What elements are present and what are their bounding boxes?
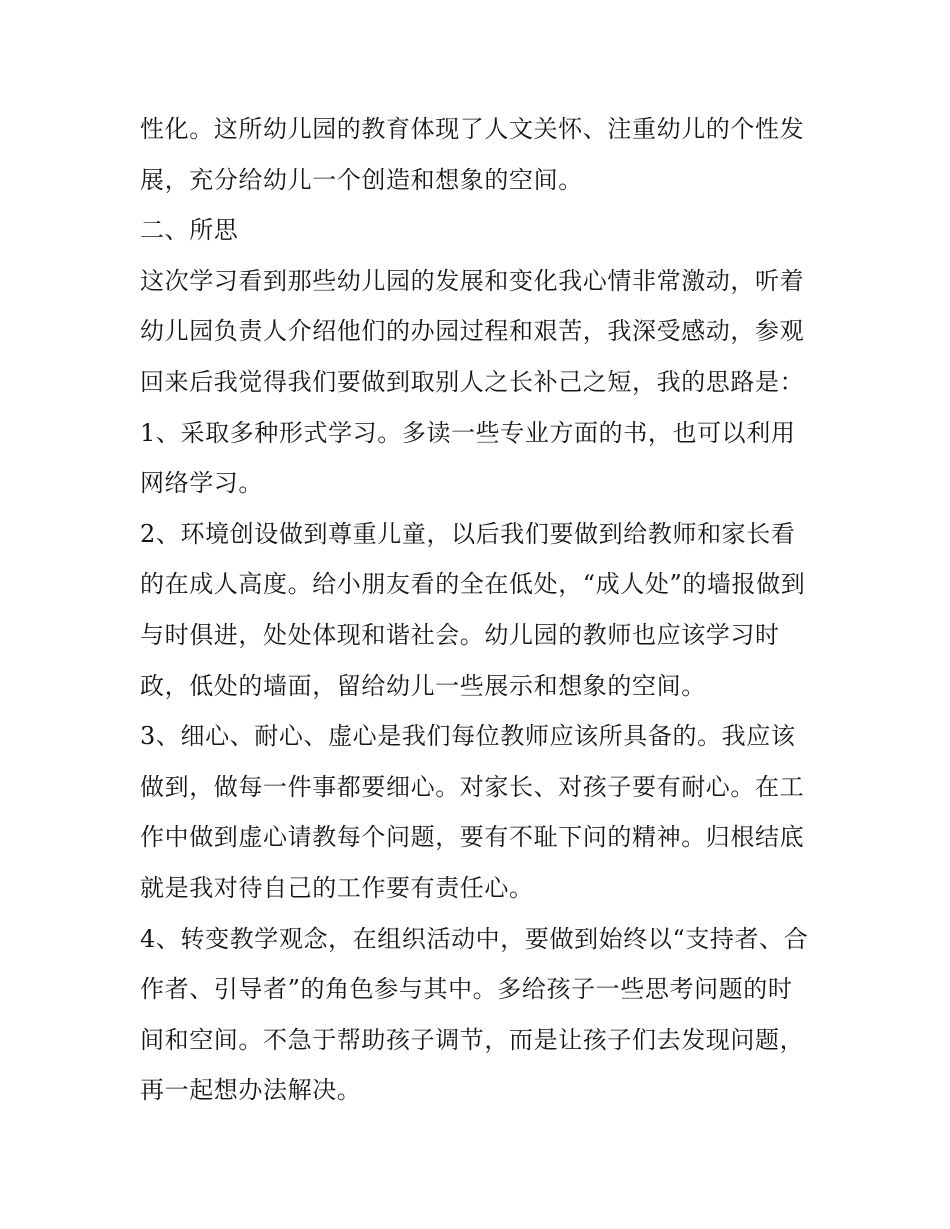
text-line: 的在成人高度。给小朋友看的全在低处，“成人处”的墙报做到	[140, 570, 806, 599]
text-line: 再一起想办法解决。	[140, 1076, 362, 1105]
text-line: 作中做到虚心请教每个问题，要有不耻下问的精神。归根结底	[140, 823, 805, 852]
list-item-1	[140, 408, 820, 509]
list-item-2	[140, 509, 820, 711]
list-item-4	[140, 914, 820, 1116]
paragraph-reflection	[140, 256, 820, 408]
text-line: 就是我对待自己的工作要有责任心。	[140, 873, 534, 902]
heading-text: 二、所思	[140, 216, 239, 245]
text-line: 网络学习。	[140, 469, 263, 498]
text-line: 间和空间。不急于帮助孩子调节，而是让孩子们去发现问题，	[140, 1025, 805, 1054]
text-line: 3、细心、耐心、虚心是我们每位教师应该所具备的。我应该	[140, 722, 796, 751]
section-heading	[140, 205, 820, 256]
text-line: 展，充分给幼儿一个创造和想象的空间。	[140, 165, 583, 194]
text-line: 作者、引导者”的角色参与其中。多给孩子一些思考问题的时	[140, 975, 793, 1004]
text-line: 2、环境创设做到尊重儿童，以后我们要做到给教师和家长看	[140, 519, 796, 548]
text-line: 做到，做每一件事都要细心。对家长、对孩子要有耐心。在工	[140, 772, 805, 801]
text-line: 政，低处的墙面，留给幼儿一些展示和想象的空间。	[140, 671, 706, 700]
text-line: 幼儿园负责人介绍他们的办园过程和艰苦，我深受感动，参观	[140, 317, 805, 346]
text-line: 回来后我觉得我们要做到取别人之长补己之短，我的思路是：	[140, 367, 805, 396]
list-item-3	[140, 711, 820, 913]
text-line: 与时俱进，处处体现和谐社会。幼儿园的教师也应该学习时	[140, 620, 780, 649]
document-page	[140, 104, 820, 1116]
text-line: 性化。这所幼儿园的教育体现了人文关怀、注重幼儿的个性发	[140, 115, 805, 143]
text-line: 1、采取多种形式学习。多读一些专业方面的书，也可以利用	[140, 418, 796, 447]
text-line: 这次学习看到那些幼儿园的发展和变化我心情非常激动，听着	[140, 266, 805, 295]
text-line: 4、转变教学观念，在组织活动中，要做到始终以“支持者、合	[140, 924, 809, 953]
paragraph-intro-continuation	[140, 104, 820, 205]
